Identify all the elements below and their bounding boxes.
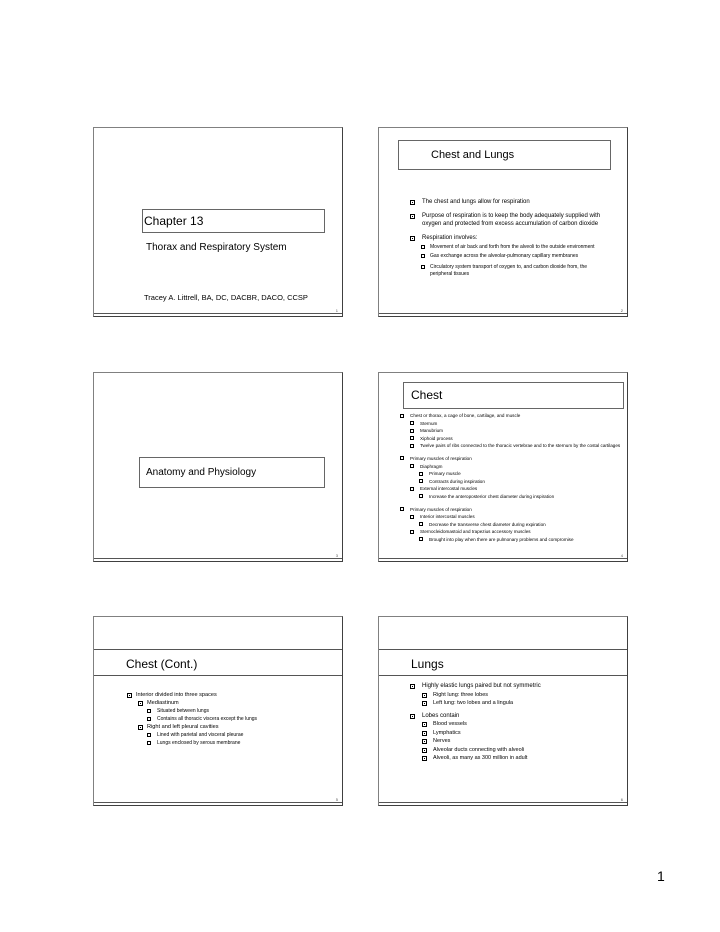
list-item: Interior divided into three spaces <box>127 691 337 699</box>
slide-6-top-line <box>379 649 627 650</box>
bullet-icon <box>422 756 427 761</box>
slide-4-title: Chest <box>411 388 443 402</box>
bullet-icon <box>410 429 414 433</box>
slide-3-title: Anatomy and Physiology <box>146 467 257 478</box>
list-item: Purpose of respiration is to keep the body adequately supplied with oxygen and protected from excess accumulation of carbon dioxide <box>410 212 610 228</box>
slide-5 <box>93 616 343 806</box>
bullet-icon <box>422 722 427 727</box>
list-item: External intercostal muscles <box>400 486 624 492</box>
list-item: Chest or thorax, a cage of bone, cartilage, and muscle <box>400 413 624 419</box>
list-item: Highly elastic lungs paired but not symmetric <box>410 682 620 691</box>
slide-5-bullets <box>127 691 337 747</box>
list-item: Decrease the transverse chest diameter during expiration <box>400 522 624 528</box>
bullet-icon <box>400 456 404 460</box>
bullet-icon <box>419 522 423 526</box>
list-item: Brought into play when there are pulmonary problems and compromise <box>400 537 624 543</box>
bullet-icon <box>410 487 414 491</box>
list-item: Lymphatics <box>410 729 620 738</box>
bullet-icon <box>421 265 425 269</box>
list-item: Nerves <box>410 737 620 746</box>
bullet-icon <box>419 494 423 498</box>
slide-3 <box>93 372 343 562</box>
bullet-icon <box>410 214 415 219</box>
list-item: Primary muscle <box>400 471 624 477</box>
slide-6-bullets <box>410 682 620 763</box>
slide-4-number: 4 <box>620 553 623 558</box>
list-item: Right and left pleural cavities <box>127 723 337 731</box>
bullet-icon <box>419 479 423 483</box>
slide-6 <box>378 616 628 806</box>
slide-2-number: 2 <box>620 308 623 313</box>
bullet-icon <box>419 472 423 476</box>
slide-5-title: Chest (Cont.) <box>126 657 198 671</box>
slide-1-title: Chapter 13 <box>144 214 204 228</box>
bullet-icon <box>147 717 151 721</box>
list-item: Lobes contain <box>410 712 620 721</box>
list-item: Twelve pairs of ribs connected to the thoracic vertebrae and to the sternum by the costal cartilages <box>400 443 624 449</box>
bullet-icon <box>410 515 414 519</box>
bullet-icon <box>410 444 414 448</box>
bullet-icon <box>138 701 143 706</box>
bullet-icon <box>147 741 151 745</box>
slide-4-bullets <box>400 413 624 543</box>
slide-1-number: 1 <box>335 308 338 313</box>
list-item: Movement of air back and forth from the alveoli to the outside environment <box>410 244 610 251</box>
slide-3-footer-line <box>94 558 342 559</box>
slide-2-title: Chest and Lungs <box>431 149 515 161</box>
bullet-icon <box>410 236 415 241</box>
bullet-icon <box>419 537 423 541</box>
list-item: Mediastinum <box>127 699 337 707</box>
bullet-icon <box>410 530 414 534</box>
slide-2-footer-line <box>379 313 627 314</box>
list-item: Lined with parietal and visceral pleurae <box>127 731 337 739</box>
list-item: Respiration involves: <box>410 234 610 242</box>
bullet-icon <box>421 245 425 249</box>
slide-5-top-line <box>94 649 342 650</box>
list-item: Alveolar ducts connecting with alveoli <box>410 746 620 755</box>
list-item: Sternocleidomastoid and trapezius accessory muscles <box>400 529 624 535</box>
bullet-icon <box>147 733 151 737</box>
bullet-icon <box>410 436 414 440</box>
bullet-icon <box>400 507 404 511</box>
list-item: Contains all thoracic viscera except the lungs <box>127 715 337 723</box>
bullet-icon <box>422 748 427 753</box>
bullet-icon <box>410 200 415 205</box>
slide-6-title: Lungs <box>411 657 444 671</box>
slide-3-number: 3 <box>335 553 338 558</box>
list-item: Gas exchange across the alveolar-pulmonary capillary membranes <box>410 253 610 260</box>
slide-5-title-line <box>94 675 342 676</box>
slide-6-footer-line <box>379 802 627 803</box>
bullet-icon <box>422 693 427 698</box>
bullet-icon <box>400 414 404 418</box>
list-item: Contracts during inspiration <box>400 479 624 485</box>
bullet-icon <box>147 709 151 713</box>
list-item: Manubrium <box>400 428 624 434</box>
bullet-icon <box>422 739 427 744</box>
bullet-icon <box>410 714 415 719</box>
list-item: Left lung: two lobes and a lingula <box>410 699 620 708</box>
list-item: Primary muscles of respiration <box>400 507 624 513</box>
list-item: Diaphragm <box>400 464 624 470</box>
bullet-icon <box>410 421 414 425</box>
list-item: Primary muscles of respiration <box>400 456 624 462</box>
list-item: Blood vessels <box>410 720 620 729</box>
bullet-icon <box>138 725 143 730</box>
list-item: The chest and lungs allow for respiration <box>410 198 610 206</box>
list-item: Increase the anteroposterior chest diameter during inspiration <box>400 494 624 500</box>
slide-4 <box>378 372 628 562</box>
slide-1-subtitle: Thorax and Respiratory System <box>146 242 287 253</box>
list-item: Situated between lungs <box>127 707 337 715</box>
bullet-icon <box>127 693 132 698</box>
list-item: Xiphoid process <box>400 436 624 442</box>
bullet-icon <box>422 701 427 706</box>
slide-4-footer-line <box>379 558 627 559</box>
slide-6-title-line <box>379 675 627 676</box>
slide-2 <box>378 127 628 317</box>
bullet-icon <box>410 684 415 689</box>
bullet-icon <box>421 254 425 258</box>
list-item: Alveoli, as many as 300 million in adult <box>410 754 620 763</box>
list-item: Right lung: three lobes <box>410 691 620 700</box>
slide-1-author: Tracey A. Littrell, BA, DC, DACBR, DACO, CCSP <box>144 293 308 302</box>
slide-2-bullets <box>410 198 610 278</box>
slide-6-number: 6 <box>620 797 623 802</box>
bullet-icon <box>422 731 427 736</box>
slide-5-footer-line <box>94 802 342 803</box>
list-item: Circulatory system transport of oxygen to, and carbon dioxide from, the peripheral tissues <box>410 264 610 278</box>
list-item: Interior intercostal muscles <box>400 514 624 520</box>
page-number: 1 <box>657 868 665 884</box>
slide-1-footer-line <box>94 313 342 314</box>
slide-5-number: 5 <box>335 797 338 802</box>
slide-1 <box>93 127 343 317</box>
list-item: Lungs enclosed by serous membrane <box>127 739 337 747</box>
bullet-icon <box>410 464 414 468</box>
list-item: Sternum <box>400 421 624 427</box>
